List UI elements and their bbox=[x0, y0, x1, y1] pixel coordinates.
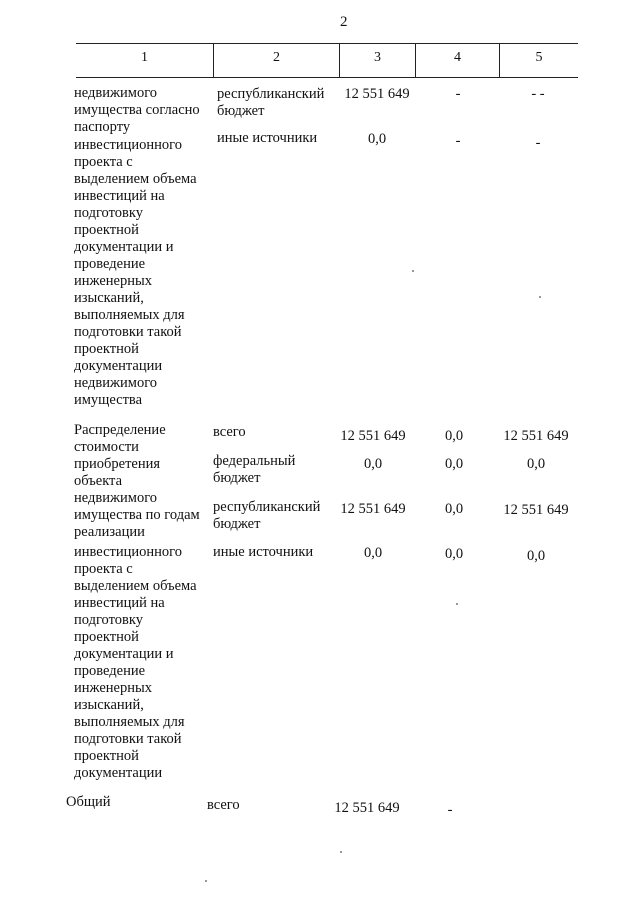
block2-desc-line: Распределение bbox=[74, 422, 166, 438]
scan-speck bbox=[205, 880, 207, 882]
block1-row1-value-3: 12 551 649 bbox=[344, 86, 410, 102]
block2-row4-value-5: 0,0 bbox=[526, 548, 546, 564]
block3-description: Общий bbox=[66, 794, 111, 810]
block2-row1-value-3: 12 551 649 bbox=[340, 428, 406, 444]
block3-source: всего bbox=[207, 797, 240, 813]
block3-value-3: 12 551 649 bbox=[334, 800, 400, 816]
block2-desc-line: проектной bbox=[74, 629, 139, 645]
page-number: 2 bbox=[340, 14, 348, 30]
block2-row2-value-5: 0,0 bbox=[526, 456, 546, 472]
block2-desc-line: изысканий, bbox=[74, 697, 144, 713]
scan-speck bbox=[340, 851, 342, 853]
block1-desc-line: проведение bbox=[74, 256, 146, 272]
block2-row1-value-5: 12 551 649 bbox=[503, 428, 569, 444]
block2-row3-value-4: 0,0 bbox=[444, 501, 464, 517]
column-header-3: 3 bbox=[374, 50, 381, 65]
block2-desc-line: выделением объема bbox=[74, 578, 197, 594]
block2-row4-source: иные источники bbox=[213, 544, 314, 560]
block2-desc-line: проекта с bbox=[74, 561, 133, 577]
block3-value-4: - bbox=[447, 802, 453, 818]
block1-desc-line: изысканий, bbox=[74, 290, 144, 306]
block1-desc-line: проекта с bbox=[74, 154, 133, 170]
block1-desc-line: инвестиций на bbox=[74, 188, 165, 204]
block2-desc-line: приобретения bbox=[74, 456, 161, 472]
block2-desc-line: проектной bbox=[74, 748, 139, 764]
scan-speck bbox=[539, 296, 541, 298]
block1-row2-value-5: - bbox=[535, 135, 541, 151]
header-bottom-rule bbox=[76, 77, 578, 78]
block2-desc-line: реализации bbox=[74, 524, 145, 540]
block2-desc-line: документации bbox=[74, 765, 163, 781]
block2-row2-source: бюджет bbox=[213, 470, 261, 486]
block1-row1-source: бюджет bbox=[217, 103, 265, 119]
block1-desc-line: выделением объема bbox=[74, 171, 197, 187]
block1-desc-line: паспорту bbox=[74, 119, 131, 135]
block1-desc-line: недвижимого bbox=[74, 375, 158, 391]
block1-row1-value-5: - - bbox=[531, 86, 545, 102]
block2-row2-source: федеральный bbox=[213, 453, 296, 469]
block1-desc-line: имущества bbox=[74, 392, 143, 408]
block2-row3-source: бюджет bbox=[213, 516, 261, 532]
block2-desc-line: недвижимого bbox=[74, 490, 158, 506]
block1-desc-line: имущества согласно bbox=[74, 102, 200, 118]
block2-row4-value-4: 0,0 bbox=[444, 546, 464, 562]
block1-desc-line: инвестиционного bbox=[74, 137, 182, 153]
block2-desc-line: стоимости bbox=[74, 439, 139, 455]
block2-desc-line: проведение bbox=[74, 663, 146, 679]
block2-desc-line: выполняемых для bbox=[74, 714, 185, 730]
block1-row2-value-3: 0,0 bbox=[367, 131, 387, 147]
block1-row1-source: республиканский bbox=[217, 86, 325, 102]
block2-row1-source: всего bbox=[213, 424, 246, 440]
block2-desc-line: инженерных bbox=[74, 680, 152, 696]
column-header-4: 4 bbox=[454, 50, 461, 65]
block2-desc-line: подготовки такой bbox=[74, 731, 182, 747]
block2-row4-value-3: 0,0 bbox=[363, 545, 383, 561]
block2-desc-line: имущества по годам bbox=[74, 507, 200, 523]
block1-desc-line: проектной bbox=[74, 222, 139, 238]
block1-row1-value-4: - bbox=[455, 86, 461, 102]
block2-row2-value-3: 0,0 bbox=[363, 456, 383, 472]
block2-desc-line: инвестиционного bbox=[74, 544, 182, 560]
block1-row2-source: иные источники bbox=[217, 130, 318, 146]
block1-row2-value-4: - bbox=[455, 133, 461, 149]
block2-row1-value-4: 0,0 bbox=[444, 428, 464, 444]
block2-row3-value-5: 12 551 649 bbox=[503, 502, 569, 518]
column-header-5: 5 bbox=[535, 50, 543, 65]
header-top-rule bbox=[76, 43, 578, 44]
column-header-1: 1 bbox=[141, 50, 148, 65]
block2-desc-line: подготовку bbox=[74, 612, 143, 628]
block1-desc-line: подготовку bbox=[74, 205, 143, 221]
block1-desc-line: документации и bbox=[74, 239, 174, 255]
block2-desc-line: инвестиций на bbox=[74, 595, 165, 611]
block1-desc-line: документации bbox=[74, 358, 163, 374]
block2-desc-line: документации и bbox=[74, 646, 174, 662]
block1-desc-line: инженерных bbox=[74, 273, 152, 289]
scan-speck bbox=[412, 270, 414, 272]
scan-speck bbox=[456, 603, 458, 605]
block2-desc-line: объекта bbox=[74, 473, 123, 489]
block1-desc-line: проектной bbox=[74, 341, 139, 357]
block2-row3-source: республиканский bbox=[213, 499, 321, 515]
block1-desc-line: недвижимого bbox=[74, 85, 158, 101]
block2-row3-value-3: 12 551 649 bbox=[340, 501, 406, 517]
block2-row2-value-4: 0,0 bbox=[444, 456, 464, 472]
block1-desc-line: подготовки такой bbox=[74, 324, 182, 340]
block1-desc-line: выполняемых для bbox=[74, 307, 185, 323]
column-header-2: 2 bbox=[273, 50, 280, 65]
